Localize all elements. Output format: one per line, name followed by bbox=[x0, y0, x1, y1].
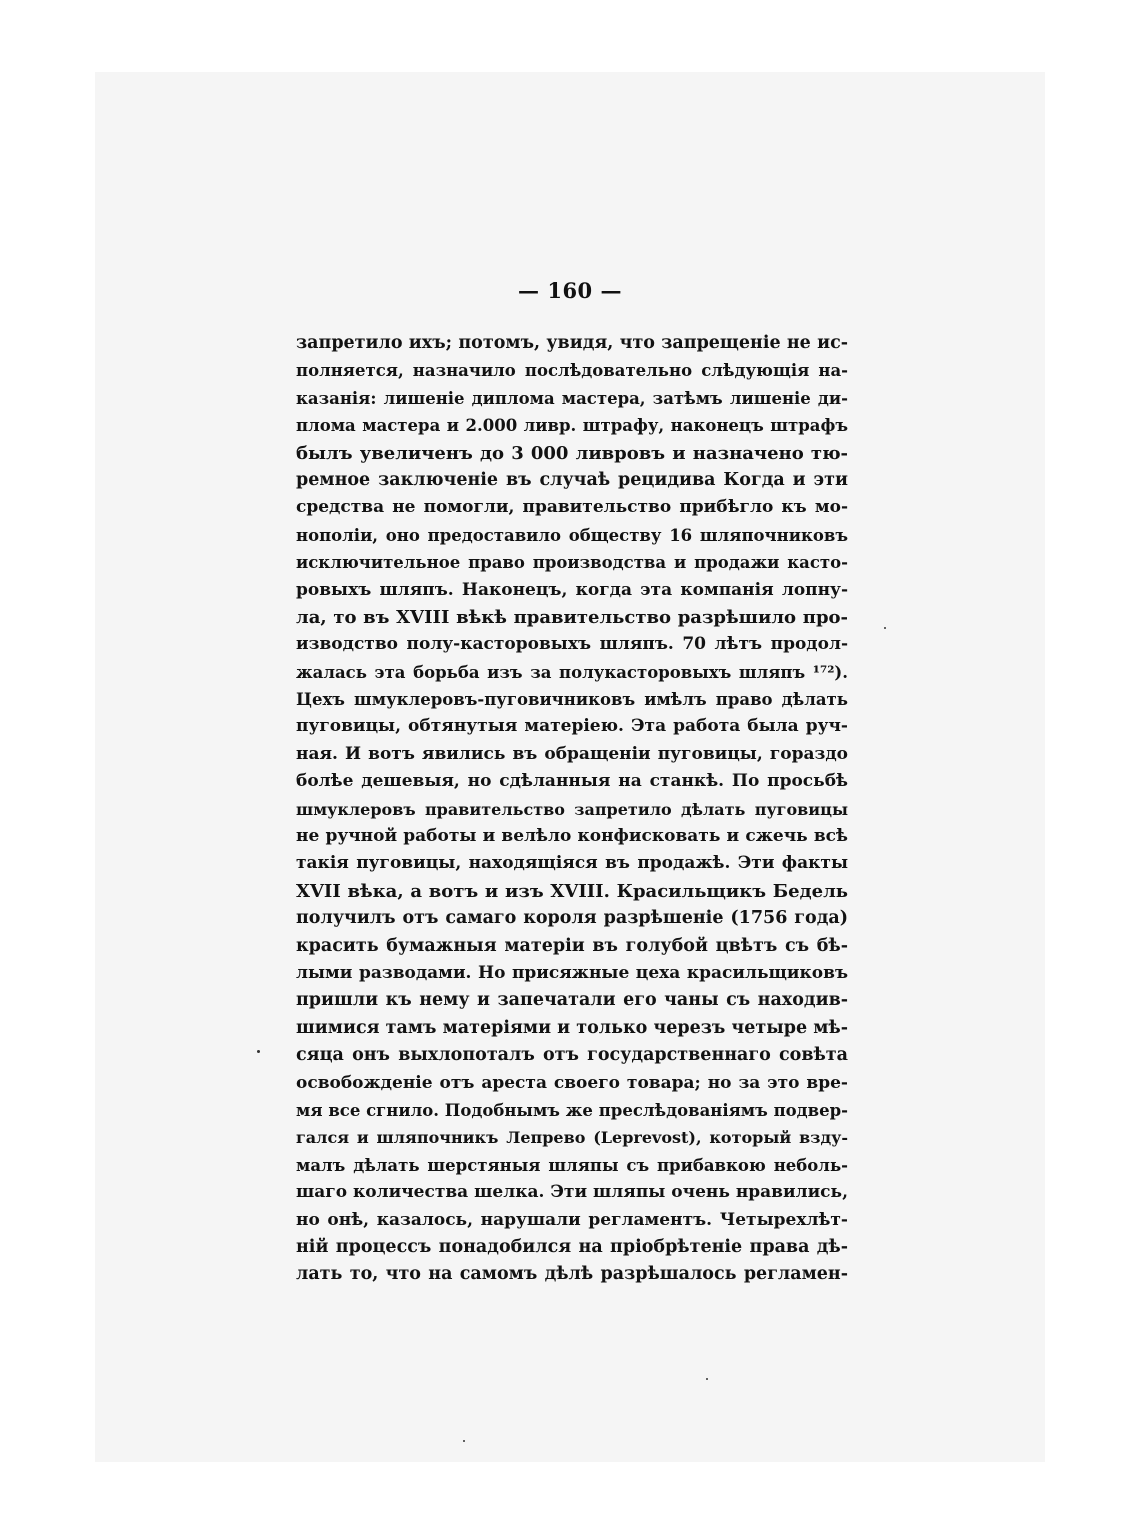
text-line: мя все сгнило. Подобнымъ же преслѣдованіямъ подвер- bbox=[296, 1100, 848, 1120]
scan-speck bbox=[463, 1440, 465, 1442]
text-line: не ручной работы и велѣло конфисковать и сжечь всѣ bbox=[296, 826, 848, 847]
text-line: пуговицы, обтянутыя матеріею. Эта работа была руч- bbox=[296, 716, 848, 737]
body-text bbox=[296, 330, 848, 1289]
page-number: — 160 — bbox=[518, 278, 622, 303]
text-line: гался и шляпочникъ Лепрево (Leprevost), который взду- bbox=[296, 1128, 848, 1148]
text-line: ная. И вотъ явились въ обращеніи пуговицы, гораздо bbox=[296, 743, 848, 764]
text-line: пришли къ нему и запечатали его чаны съ находив- bbox=[296, 990, 848, 1011]
text-line: малъ дѣлать шерстяныя шляпы съ прибавкою неболь- bbox=[296, 1155, 848, 1175]
text-line: ремное заключеніе въ случаѣ рецидива Когда и эти bbox=[296, 469, 848, 490]
text-line: освобожденіе отъ ареста своего товара; но за это вре- bbox=[296, 1072, 848, 1093]
text-line: красить бумажныя матеріи въ голубой цвѣтъ съ бѣ- bbox=[296, 935, 848, 956]
text-line: болѣе дешевыя, но сдѣланныя на станкѣ. По просьбѣ bbox=[296, 771, 848, 792]
text-line: средства не помогли, правительство прибѣгло къ мо- bbox=[296, 497, 848, 518]
text-line: шмуклеровъ правительство запретило дѣлать пуговицы bbox=[296, 799, 848, 819]
text-line: Цехъ шмуклеровъ-пуговичниковъ имѣлъ право дѣлать bbox=[296, 690, 848, 710]
scan-speck bbox=[884, 627, 886, 629]
text-line: шимися тамъ матеріями и только черезъ четыре мѣ- bbox=[296, 1017, 848, 1038]
text-line: запретило ихъ; потомъ, увидя, что запрещеніе не ис- bbox=[296, 333, 848, 353]
text-line: ла, то въ XVIII вѣкѣ правительство разрѣшило про- bbox=[296, 606, 848, 628]
text-line: нополіи, оно предоставило обществу 16 шляпочниковъ bbox=[296, 525, 848, 545]
text-line: полняется, назначило послѣдовательно слѣдующія на- bbox=[296, 361, 848, 381]
text-line: ній процессъ понадобился на пріобрѣтеніе права дѣ- bbox=[296, 1236, 848, 1257]
text-line: получилъ отъ самаго короля разрѣшеніе (1756 года) bbox=[296, 908, 848, 929]
text-line: шаго количества шелка. Эти шляпы очень нравились, bbox=[296, 1182, 848, 1203]
text-line: такія пуговицы, находящіяся въ продажѣ. Эти факты bbox=[296, 853, 848, 874]
scan-speck bbox=[257, 1050, 260, 1053]
text-line: плома мастера и 2.000 ливр. штрафу, наконецъ штрафъ bbox=[296, 416, 848, 436]
text-line: изводство полу-касторовыхъ шляпъ. 70 лѣтъ продол- bbox=[296, 634, 848, 655]
text-line: казанія: лишеніе диплома мастера, затѣмъ лишеніе ди- bbox=[296, 388, 848, 408]
text-line: ровыхъ шляпъ. Наконецъ, когда эта компанія лопну- bbox=[296, 579, 848, 600]
text-line: лыми разводами. Но присяжные цеха красильщиковъ bbox=[296, 962, 848, 983]
scan-speck bbox=[706, 1378, 708, 1380]
text-line: сяца онъ выхлопоталъ отъ государственнаго совѣта bbox=[296, 1045, 848, 1066]
text-line: исключительное право производства и продажи касто- bbox=[296, 553, 848, 573]
text-line: но онѣ, казалось, нарушали регламентъ. Четырехлѣт- bbox=[296, 1209, 848, 1230]
text-line: жалась эта борьба изъ за полукасторовыхъ шляпъ ¹⁷²). bbox=[296, 662, 848, 682]
text-line: лать то, что на самомъ дѣлѣ разрѣшалось регламен- bbox=[296, 1264, 848, 1285]
text-line: XVII вѣка, а вотъ и изъ XVIII. Красильщикъ Бедель bbox=[296, 880, 848, 902]
text-line: былъ увеличенъ до 3 000 ливровъ и назначено тю- bbox=[296, 442, 848, 464]
